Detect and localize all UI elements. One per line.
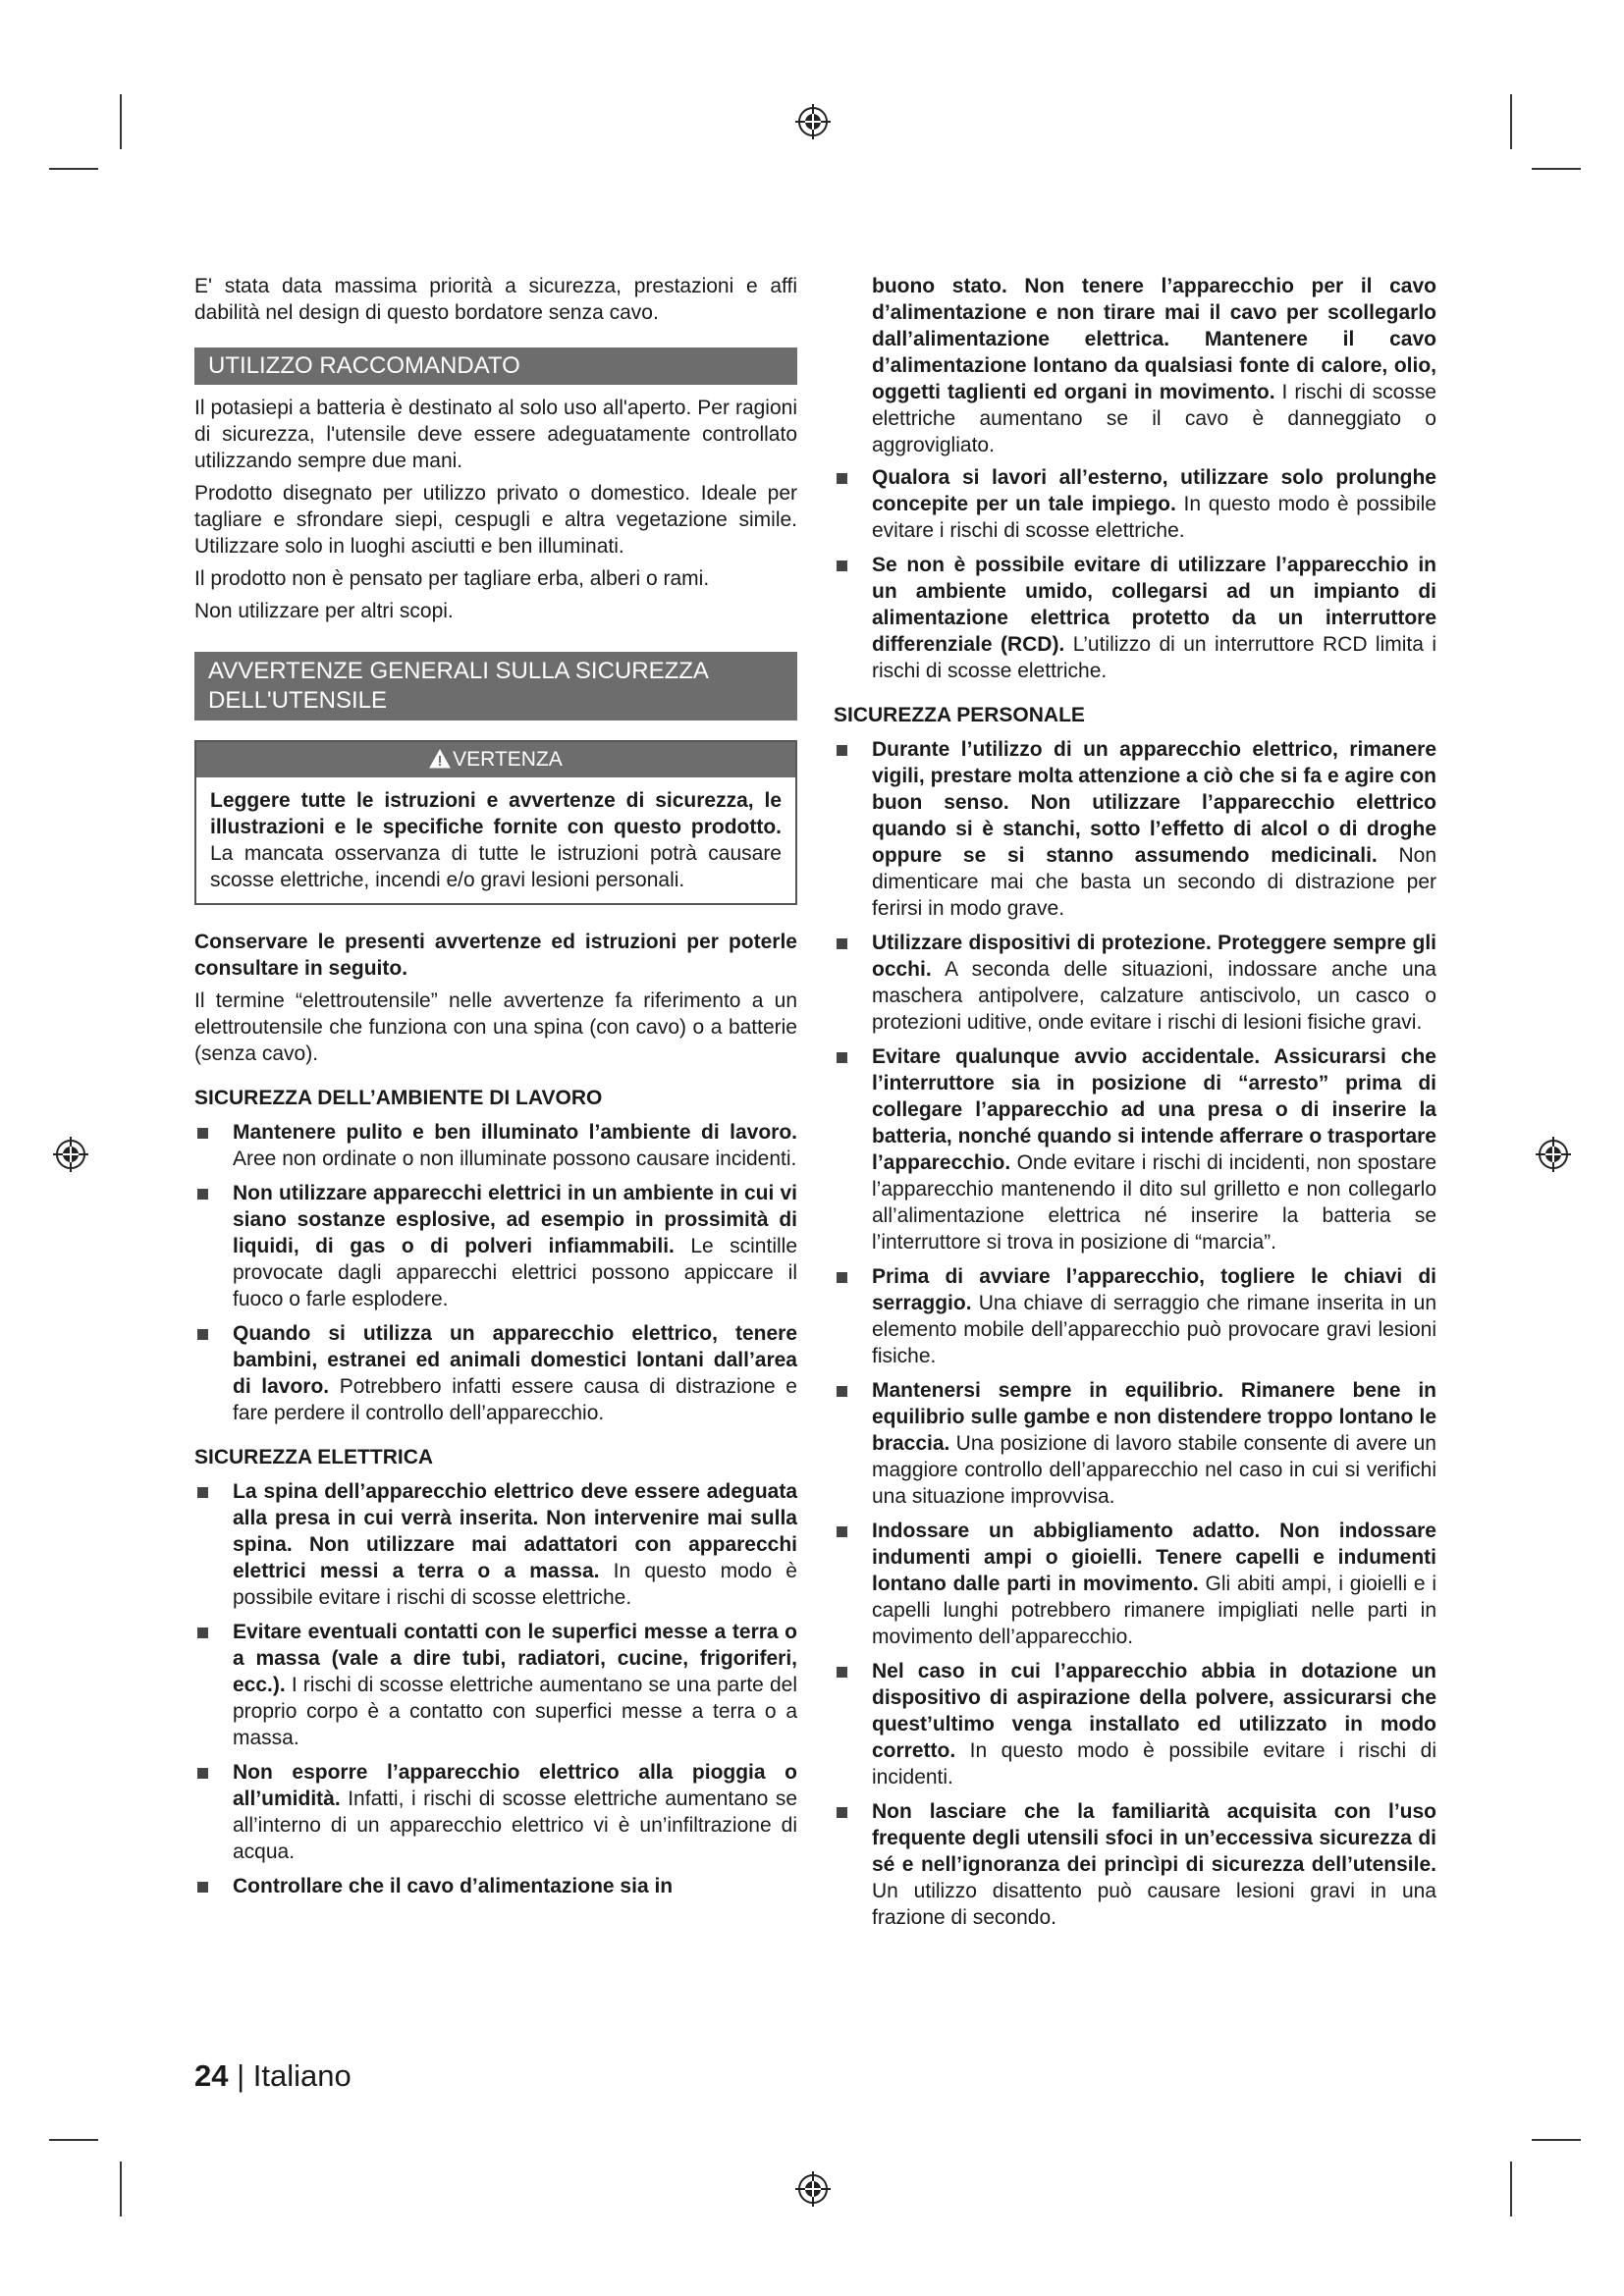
- warning-label: VERTENZA: [453, 748, 563, 771]
- list-item-text: Non dimenticare mai che basta un secondo di distrazione per ferirsi in modo grave.: [872, 844, 1437, 920]
- list-item-bold: Mantenersi sempre in equilibrio. Rimanere bene in equilibrio sulle gambe e non distendere troppo lontano le braccia.: [872, 1379, 1436, 1455]
- crop-mark: [1510, 94, 1512, 149]
- list-item-bold: Evitare qualunque avvio accidentale. Assicurarsi che l’interruttore sia in posizione di “arresto” prima di collegare l’apparecchio ad una presa o di inserire la batteria, nonché quando si intende afferrare o trasportare l’apparecchio.: [872, 1045, 1436, 1174]
- list-item-bold: La spina dell’apparecchio elettrico deve essere adeguata alla presa in cui verrà inserita. Non intervenire mai sulla spina. Non utilizzare mai adattatori con apparecchi elettrici messi a terra o a massa.: [233, 1480, 797, 1582]
- warning-text: La mancata osservanza di tutte le istruzioni potrà causare scosse elettriche, incendi e/o gravi lesioni personali.: [210, 842, 782, 891]
- list-item-bold: Nel caso in cui l’apparecchio abbia in dotazione un dispositivo di aspirazione della polvere, assicurarsi che quest’ultimo venga installato ed utilizzato in modo corretto.: [872, 1660, 1436, 1762]
- crop-mark: [120, 2162, 122, 2216]
- continued-text: [834, 273, 1436, 458]
- list-item: [834, 1263, 1436, 1369]
- list-item-bold: Mantenere pulito e ben illuminato l’ambiente di lavoro.: [233, 1121, 797, 1144]
- list-item: [194, 1320, 797, 1426]
- bullet-icon: [837, 745, 847, 756]
- personal-safety-title: SICUREZZA PERSONALE: [834, 704, 1085, 726]
- crop-mark: [49, 2139, 98, 2141]
- bullet-icon: [197, 1487, 208, 1498]
- list-item-bold: Non esporre l’apparecchio elettrico alla pioggia o all’umidità.: [233, 1761, 797, 1810]
- registration-mark-icon: [793, 102, 833, 141]
- warning-box: [194, 740, 797, 905]
- keep-instructions-text: [194, 929, 797, 982]
- registration-mark-icon: [793, 2169, 833, 2209]
- footer-language: Italiano: [252, 2058, 352, 2093]
- recommended-use-paragraph: Non utilizzare per altri scopi.: [194, 600, 454, 622]
- bullet-icon: [837, 561, 847, 571]
- list-item: [834, 736, 1436, 922]
- list-item-bold: Controllare che il cavo d’alimentazione sia in: [233, 1875, 674, 1897]
- list-item-bold: Evitare eventuali contatti con le superfici messe a terra o a massa (vale a dire tubi, radiatori, cucine, frigoriferi, ecc.).: [233, 1621, 797, 1696]
- recommended-use-paragraph: Il prodotto non è pensato per tagliare erba, alberi o rami.: [194, 567, 710, 590]
- continued-bold: buono stato. Non tenere l’apparecchio per il cavo d’alimentazione e non tirare mai il cavo per scollegarlo dall’alimentazione elettrica. Mantenere il cavo d’alimentazione lontano da qualsiasi fonte di calore, olio, oggetti taglienti ed organi in movimento.: [872, 275, 1436, 403]
- list-item: [194, 1478, 797, 1611]
- bullet-icon: [197, 1882, 208, 1893]
- bullet-icon: [837, 938, 847, 949]
- list-item-text: In questo modo è possibile evitare i rischi di incidenti.: [872, 1739, 1436, 1789]
- crop-mark: [49, 168, 98, 170]
- list-item-bold: Indossare un abbigliamento adatto. Non indossare indumenti ampi o gioielli. Tenere capelli e indumenti lontano dalle parti in movimento.: [872, 1520, 1436, 1595]
- work-area-safety-title: SICUREZZA DELL’AMBIENTE DI LAVORO: [194, 1087, 603, 1109]
- bullet-icon: [197, 1628, 208, 1638]
- list-item: [194, 1619, 797, 1751]
- list-item-text: In questo modo è possibile evitare i rischi di scosse elettriche.: [872, 493, 1436, 542]
- recommended-use-paragraph: Prodotto disegnato per utilizzo privato o domestico. Ideale per tagliare e sfrondare siepi, cespugli e altra vegetazione simile. Utilizzare solo in luoghi asciutti e ben illuminati.: [194, 482, 797, 558]
- list-item-text: Le scintille provocate dagli apparecchi elettrici possono appiccare il fuoco o farle esplodere.: [233, 1235, 797, 1310]
- list-item: [834, 1377, 1436, 1510]
- crop-mark: [120, 94, 122, 149]
- keep-instructions-bold: Conservare le presenti avvertenze ed istruzioni per poterle consultare in seguito.: [194, 931, 797, 980]
- list-item: [834, 464, 1436, 544]
- page-number: 24: [194, 2058, 229, 2093]
- list-item-text: Una posizione di lavoro stabile consente di avere un maggiore controllo dell’apparecchio nel caso in cui si verifichi una situazione improvvisa.: [872, 1432, 1436, 1508]
- bullet-icon: [837, 1386, 847, 1397]
- term-definition-text: Il termine “elettroutensile” nelle avvertenze fa riferimento a un elettroutensile che funziona con una spina (con cavo) o a batterie (senza cavo).: [194, 989, 797, 1065]
- section-header-general-warnings: AVVERTENZE GENERALI SULLA SICUREZZA DELL'UTENSILE: [194, 652, 797, 721]
- crop-mark: [1532, 168, 1581, 170]
- crop-mark: [1510, 2162, 1512, 2216]
- list-item-text: Potrebbero infatti essere causa di distrazione e fare perdere il controllo dell’apparecchio.: [233, 1375, 797, 1424]
- list-item: [194, 1759, 797, 1865]
- footer-separator: |: [228, 2058, 253, 2093]
- bullet-icon: [837, 1807, 847, 1818]
- list-item-text: Aree non ordinate o non illuminate possono causare incidenti.: [233, 1148, 797, 1170]
- list-item-text: In questo modo è possibile evitare i rischi di scosse elettriche.: [233, 1560, 797, 1609]
- bullet-icon: [837, 1526, 847, 1537]
- list-item: [834, 1658, 1436, 1790]
- bullet-icon: [197, 1768, 208, 1779]
- list-item-text: Gli abiti ampi, i gioielli e i capelli lunghi potrebbero rimanere impigliati nelle parti in movimento dell’apparecchio.: [872, 1573, 1437, 1648]
- bullet-icon: [197, 1189, 208, 1200]
- section-header-recommended-use: UTILIZZO RACCOMANDATO: [194, 347, 797, 385]
- right-column: [834, 273, 1436, 1939]
- work-area-safety-list: [194, 1119, 797, 1426]
- list-item-bold: Se non è possibile evitare di utilizzare l’apparecchio in un ambiente umido, collegarsi ad un impianto di alimentazione elettrica protetto da un interruttore differenziale (RCD).: [872, 554, 1436, 656]
- personal-safety-list: [834, 736, 1436, 1931]
- list-item: [834, 930, 1436, 1036]
- recommended-use-paragraph: Il potasiepi a batteria è destinato al solo uso all'aperto. Per ragioni di sicurezza, l'utensile deve essere adeguatamente controllato utilizzando sempre due mani.: [194, 397, 797, 472]
- electrical-safety-list: [194, 1478, 797, 1899]
- electrical-safety-list-continued: [834, 464, 1436, 684]
- list-item: [194, 1119, 797, 1172]
- bullet-icon: [837, 1272, 847, 1283]
- list-item-bold: Qualora si lavori all’esterno, utilizzare solo prolunghe concepite per un tale impiego.: [872, 466, 1436, 515]
- bullet-icon: [837, 473, 847, 484]
- registration-mark-icon: [51, 1135, 90, 1174]
- list-item-text: A seconda delle situazioni, indossare anche una maschera antipolvere, calzature antiscivolo, un casco o protezioni uditive, onde evitare i rischi di lesioni fisiche gravi.: [872, 958, 1436, 1034]
- list-item-bold: Prima di avviare l’apparecchio, togliere le chiavi di serraggio.: [872, 1265, 1436, 1314]
- page-footer: [194, 2058, 352, 2094]
- list-item-text: Infatti, i rischi di scosse elettriche aumentano se all’interno di un apparecchio elettrico vi è un’infiltrazione di acqua.: [233, 1788, 797, 1863]
- list-item-text: L’utilizzo di un interruttore RCD limita i rischi di scosse elettriche.: [872, 633, 1436, 682]
- list-item: [194, 1873, 797, 1899]
- bullet-icon: [837, 1667, 847, 1678]
- list-item-text: I rischi di scosse elettriche aumentano se una parte del proprio corpo è a contatto con superfici messe a terra o a massa.: [233, 1674, 797, 1749]
- left-column: [194, 273, 797, 1907]
- bullet-icon: [837, 1052, 847, 1063]
- warning-header: [196, 742, 795, 777]
- registration-mark-icon: [1534, 1135, 1573, 1174]
- list-item: [834, 1518, 1436, 1650]
- bullet-icon: [197, 1128, 208, 1139]
- list-item-bold: Non utilizzare apparecchi elettrici in un ambiente in cui vi siano sostanze esplosive, ad esempio in prossimità di liquidi, di gas o di polveri infiammabili.: [233, 1182, 797, 1257]
- list-item: [834, 1043, 1436, 1255]
- list-item: [834, 552, 1436, 684]
- list-item-bold: Quando si utilizza un apparecchio elettrico, tenere bambini, estranei ed animali domestici lontani dall’area di lavoro.: [233, 1322, 797, 1398]
- intro-text: E' stata data massima priorità a sicurezza, prestazioni e affi dabilità nel design di questo bordatore senza cavo.: [194, 275, 797, 324]
- list-item: [834, 1798, 1436, 1931]
- crop-mark: [1532, 2139, 1581, 2141]
- list-item-text: Un utilizzo disattento può causare lesioni gravi in una frazione di secondo.: [872, 1880, 1436, 1929]
- list-item-bold: Durante l’utilizzo di un apparecchio elettrico, rimanere vigili, prestare molta attenzione a ciò che si fa e agire con buon senso. Non utilizzare l’apparecchio elettrico quando si è stanchi, sotto l’effetto di alcol o di droghe oppure se si stanno assumendo medicinali.: [872, 738, 1436, 867]
- list-item-bold: Utilizzare dispositivi di protezione. Proteggere sempre gli occhi.: [872, 932, 1436, 981]
- list-item-bold: Non lasciare che la familiarità acquisita con l’uso frequente degli utensili sfoci in un’eccessiva sicurezza di sé e nell’ignoranza dei princìpi di sicurezza dell’utensile.: [872, 1800, 1436, 1876]
- warning-bold-text: Leggere tutte le istruzioni e avvertenze di sicurezza, le illustrazioni e le specifiche fornite con questo prodotto.: [210, 789, 782, 838]
- warning-body: [196, 777, 795, 903]
- list-item-text: Onde evitare i rischi di incidenti, non spostare l’apparecchio mantenendo il dito sul grilletto e non collegarlo all’alimentazione elettrica né inserire la batteria se l’interruttore si trova in posizione di “marcia”.: [872, 1151, 1436, 1254]
- bullet-icon: [197, 1329, 208, 1340]
- warning-triangle-icon: [429, 749, 451, 769]
- electrical-safety-title: SICUREZZA ELETTRICA: [194, 1446, 434, 1468]
- continued-plain: I rischi di scosse elettriche aumentano se il cavo è danneggiato o aggrovigliato.: [872, 381, 1436, 456]
- list-item: [194, 1180, 797, 1312]
- list-item-text: Una chiave di serraggio che rimane inserita in un elemento mobile dell’apparecchio può provocare gravi lesioni fisiche.: [872, 1292, 1436, 1367]
